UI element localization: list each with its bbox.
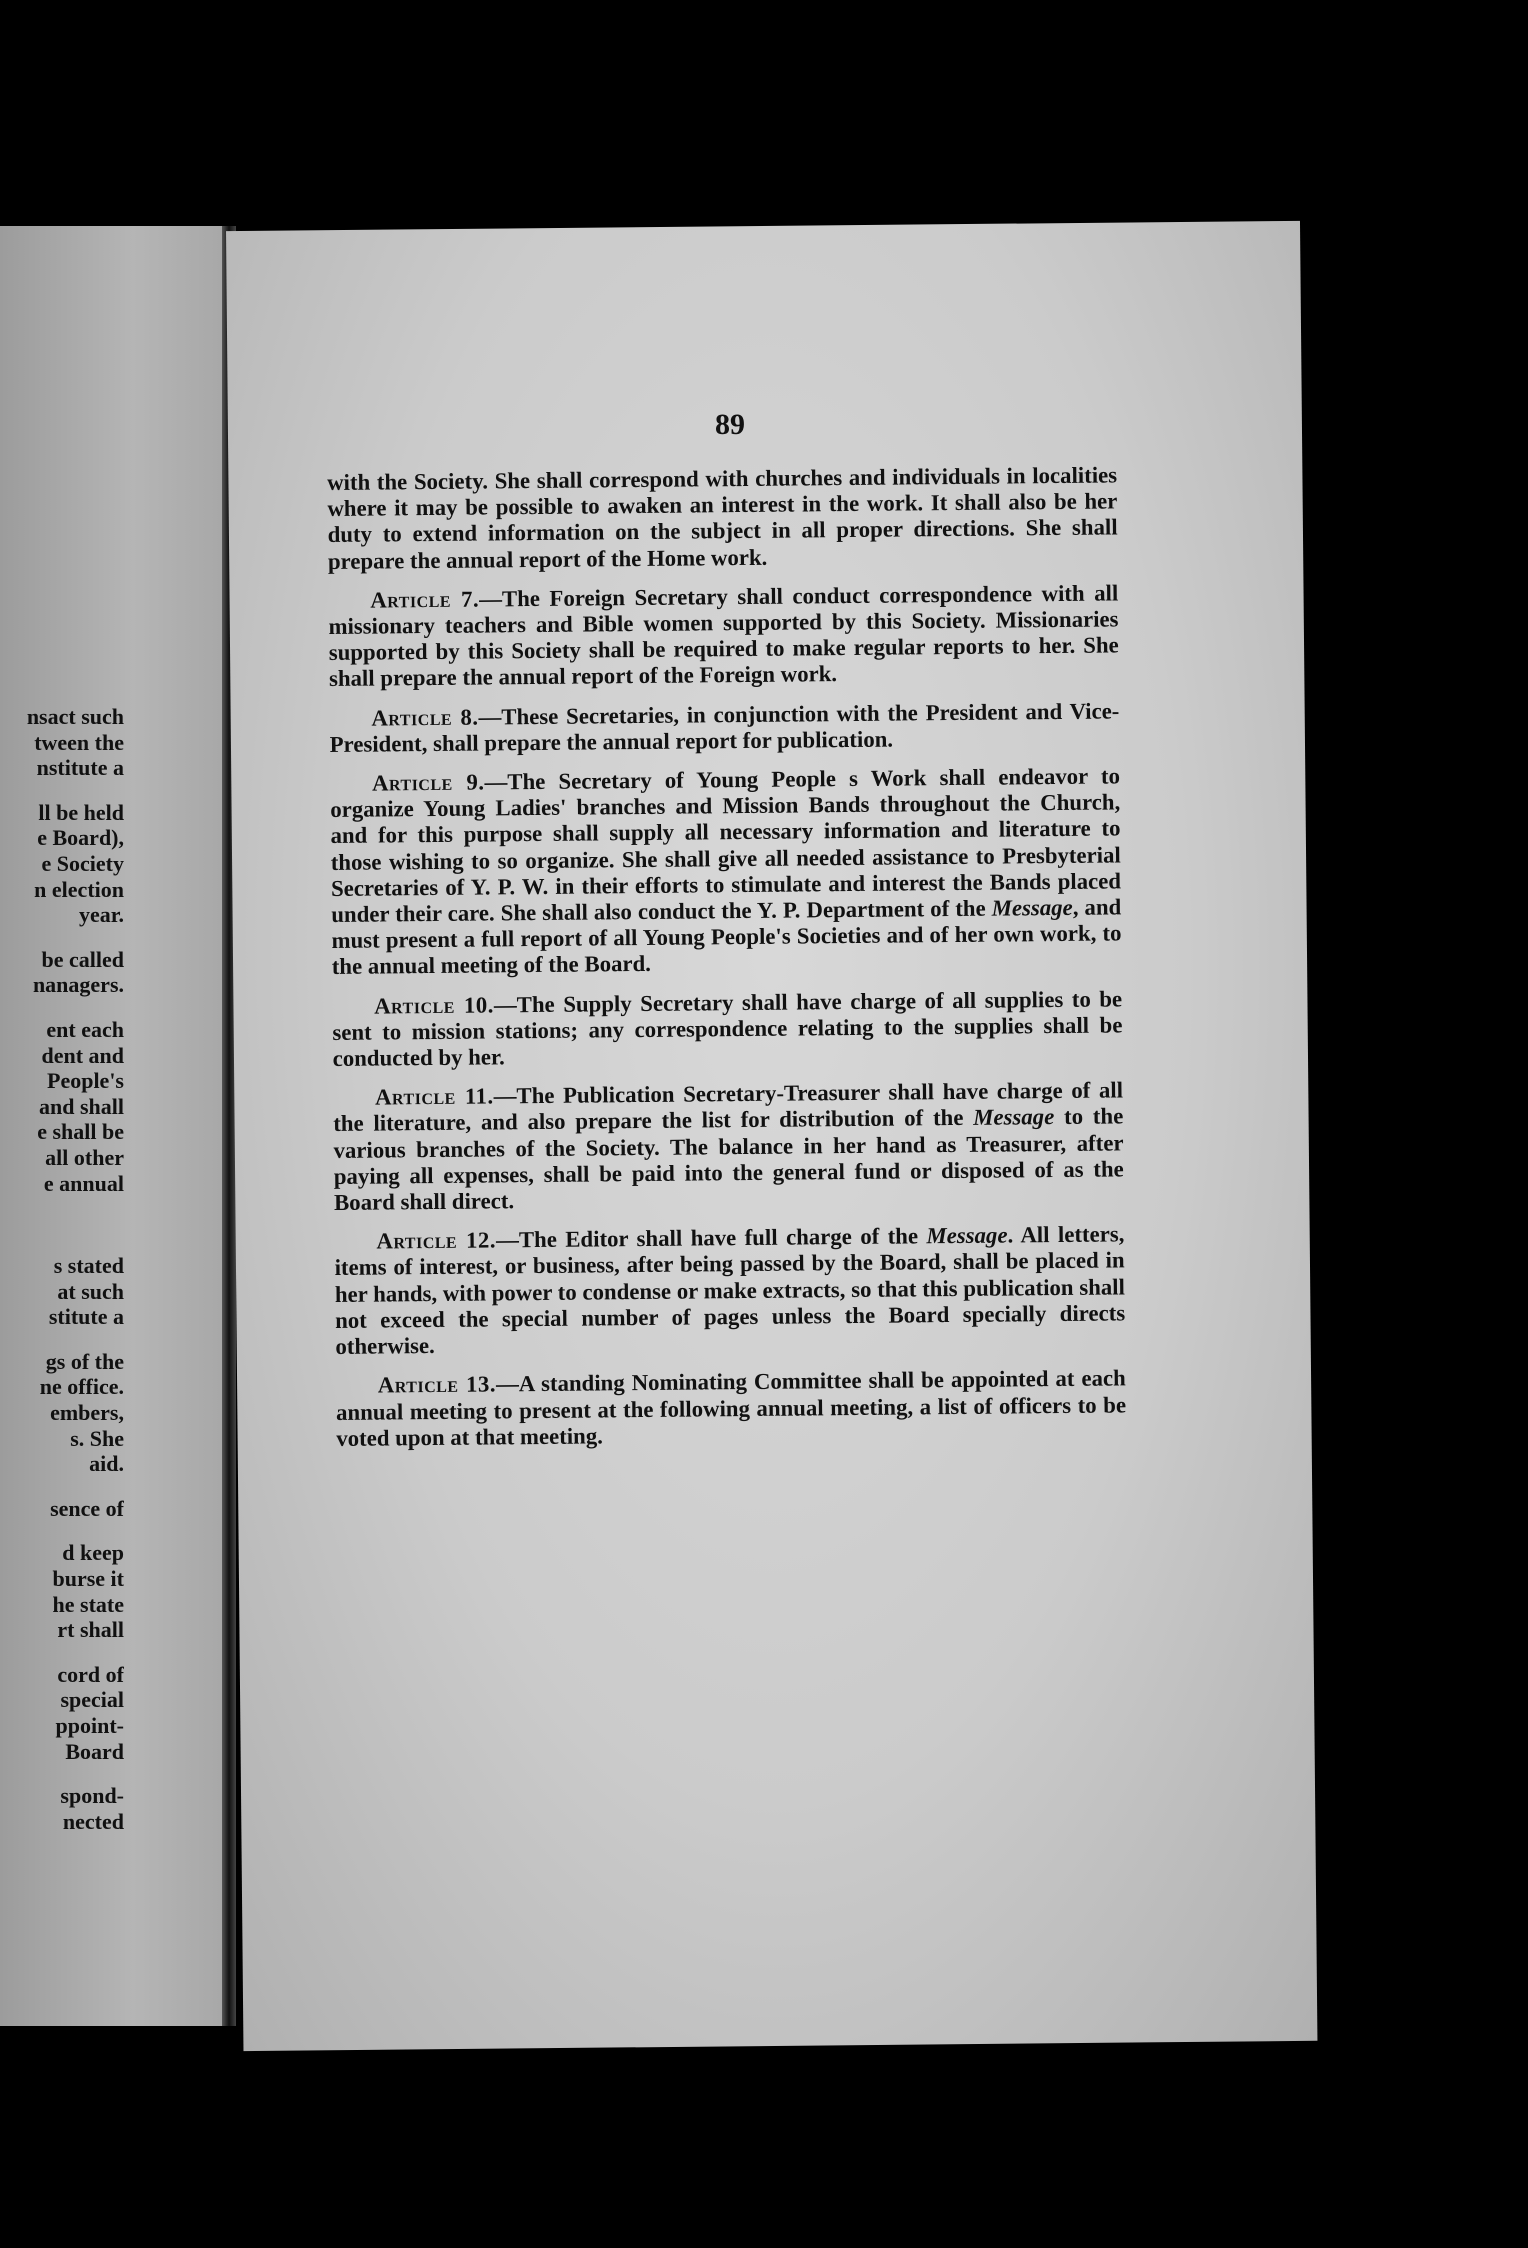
article-text-body [327,462,1127,1464]
left-line-fragment: e Society [41,850,124,876]
left-line-fragment: n election [34,876,124,902]
left-line-fragment: all other [45,1144,124,1170]
left-line-fragment: dent and [41,1042,124,1068]
left-line-fragment: he state [52,1591,124,1617]
left-line-fragment: nected [62,1808,124,1834]
left-line-gap [0,1477,124,1496]
left-line-gap [0,928,124,947]
left-line-fragment: and shall [39,1093,124,1119]
left-line-gap [0,1643,124,1662]
left-line-fragment: e shall be [37,1119,124,1145]
left-line-fragment: gs of the [45,1348,124,1374]
paragraph-text: —The Editor shall have full charge of the [495,1223,927,1253]
article-paragraph [330,763,1122,980]
paragraph-text: to the various branches of the Society. The balance in her hand as Treasurer, after paying all expenses, shall be paid into the general fund or disposed of as the Board shall direct. [333,1103,1124,1216]
left-line-fragment: special [60,1687,124,1713]
left-line-fragment: nstitute a [36,755,124,781]
left-line-fragment: People's [47,1068,124,1094]
article-label: Article 13. [377,1371,497,1398]
left-line-fragment: be called [41,946,124,972]
left-line-fragment: aid. [89,1451,124,1477]
italic-title-text: Message [926,1222,1008,1249]
left-line-fragment: ppoint- [55,1713,124,1738]
paragraph-text: . All letters, items of interest, or business, after being passed by the Board, shall be placed in her hands, with power to condense or make extracts, so that this publication shall not exceed the special number of pages unless the Board specially directs otherwise. [334,1221,1126,1360]
page-number: 89 [715,408,745,441]
italic-title-text: Message [991,894,1073,921]
left-line-fragment: nsact such [26,704,124,729]
left-line-fragment: e Board), [37,825,124,851]
article-label: Article 8. [371,704,479,731]
paragraph-text: —The Foreign Secretary shall conduct correspondence with all missionary teachers and Bible women supported by this Society. Missionaries supported by this Society shall be required to make regular reports to her. She shall prepare the annual report of the Foreign work. [328,580,1119,692]
left-line-fragment: ent each [46,1016,124,1042]
left-line-fragment: ne office. [39,1374,124,1400]
paragraph-text: , and must present a full report of all Young People's Societies and of her own work, to the annual meeting of the Board. [331,894,1122,980]
left-line-fragment: d keep [62,1540,124,1566]
left-line-fragment: Board [65,1738,124,1764]
left-line-fragment: spond- [60,1783,124,1809]
left-line-gap [0,1521,124,1540]
article-paragraph [332,986,1123,1072]
paragraph-text: —The Supply Secretary shall have charge of all supplies to be sent to mission stations; any correspondence relating to the supplies shall be conducted by her. [332,986,1123,1072]
article-label: Article 7. [370,586,480,613]
article-paragraph [328,580,1119,692]
left-line-fragment: burse it [52,1566,124,1592]
left-page-text-fragments [0,704,124,1834]
left-line-gap [0,1196,124,1215]
left-line-fragment: s. She [70,1425,124,1451]
paragraph-text: with the Society. She shall correspond with churches and individuals in localities where it may be possible to awaken an interest in the work. It shall also be her duty to extend information on the subject in all proper directions. She shall prepare the annual report of the Home work. [327,462,1118,574]
left-line-gap [0,1215,124,1234]
left-line-fragment: sence of [50,1495,124,1521]
left-page [0,226,222,2026]
continued-paragraph [327,462,1118,574]
paragraph-text: —A standing Nominating Committee shall be appointed at each annual meeting to present at the following annual meeting, a list of officers to be voted upon at that meeting. [335,1365,1127,1451]
article-paragraph [336,1366,1127,1452]
article-paragraph [334,1222,1125,1361]
paragraph-text: —These Secretaries, in conjunction with the President and Vice-President, shall prepare the annual report for publication. [329,698,1120,757]
article-label: Article 12. [376,1227,497,1254]
article-paragraph [333,1078,1124,1217]
left-line-fragment: embers, [50,1400,124,1426]
left-line-fragment: cord of [57,1661,124,1687]
paragraph-text: —The Secretary of Young People s Work shall endeavor to organize Young Ladies' branches and Mission Bands throughout the Church, and for this purpose shall supply all necessary information and literature to those wishing to so organize. She shall give all needed assistance to Presbyterial Secretaries of Y. P. W. in their efforts to stimulate and interest the Bands placed under their care. She shall also conduct the Y. P. Department of the [330,763,1122,928]
left-line-fragment: at such [57,1278,124,1304]
left-line-fragment: year. [78,902,124,928]
left-line-fragment: nanagers. [32,972,124,998]
paragraph-text: —The Publication Secretary-Treasurer shall have charge of all the literature, and also prepare the list for distribution of the [333,1077,1124,1137]
italic-title-text: Message [973,1104,1055,1131]
left-line-fragment: stitute a [48,1304,124,1330]
article-label: Article 9. [371,769,485,796]
article-label: Article 11. [374,1083,494,1110]
left-line-gap [0,1330,124,1349]
article-label: Article 10. [374,992,495,1019]
left-line-gap [0,781,124,800]
left-line-gap [0,1764,124,1783]
left-line-gap [0,998,124,1017]
left-line-fragment: s stated [53,1253,124,1279]
left-line-gap [0,1234,124,1253]
left-line-fragment: e annual [43,1170,124,1196]
left-line-fragment: rt shall [57,1617,124,1643]
left-line-fragment: ll be held [38,799,124,825]
left-line-fragment: tween the [34,729,124,755]
article-paragraph [329,698,1119,758]
